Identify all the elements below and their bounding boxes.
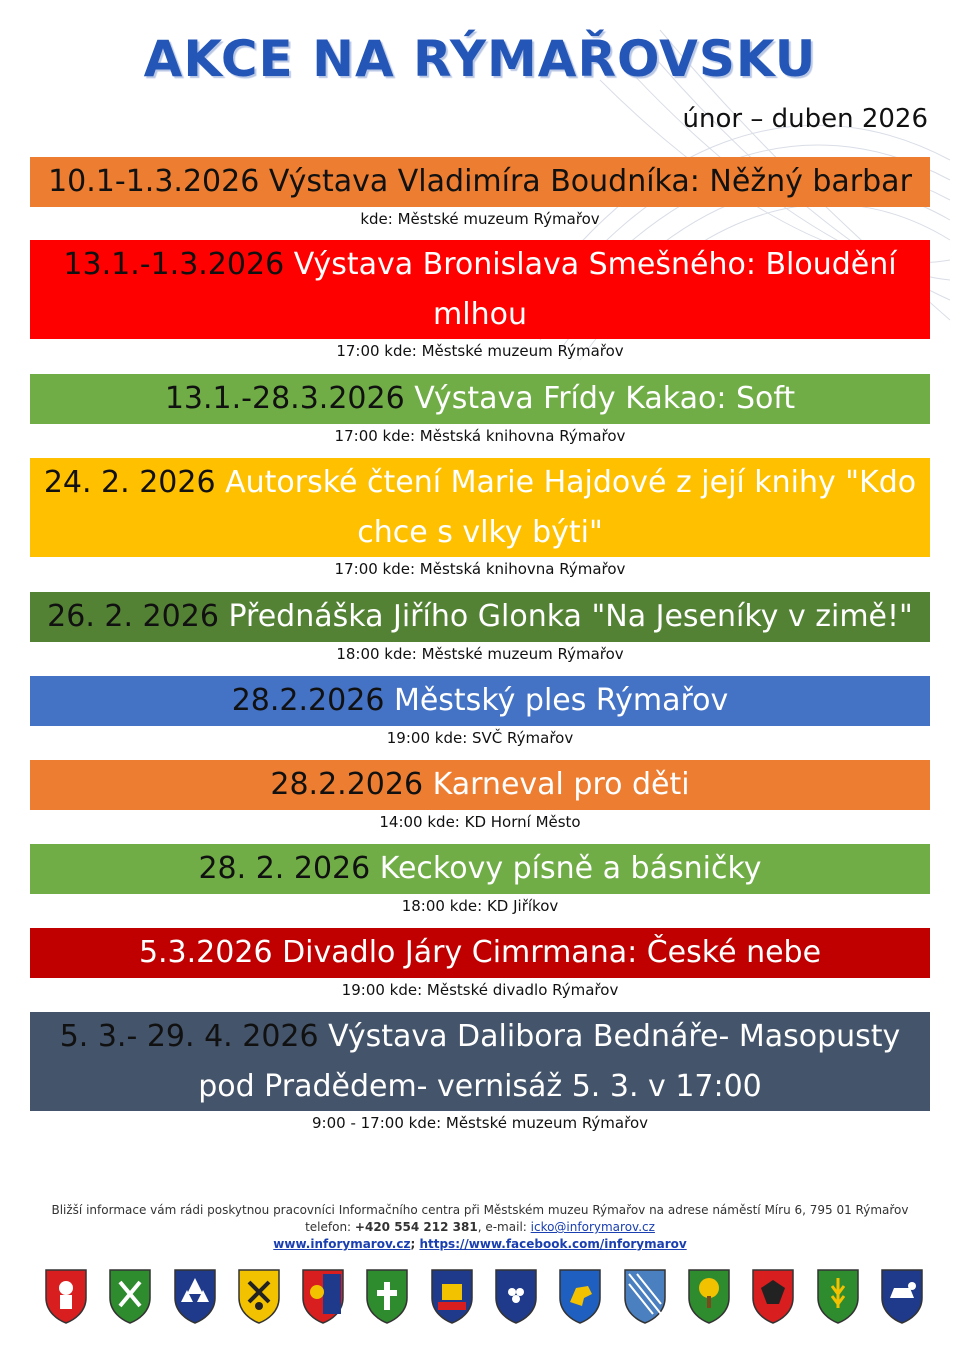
event-date: 28. 2. 2026 (198, 851, 371, 886)
event-location: 18:00 kde: KD Jiříkov (401, 897, 559, 915)
footer-info-line: Bližší informace vám rádi poskytnou pracovníci Informačního centra při Městském muzeu Rýmařov na adrese náměstí Míru 6, 795 01 Rýmařov (51, 1203, 909, 1217)
event-item (30, 240, 930, 373)
event-location: 17:00 kde: Městské muzeum Rýmařov (336, 342, 624, 360)
event-item (30, 157, 930, 241)
footer (0, 1202, 960, 1253)
event-bar (30, 592, 930, 642)
event-location: 18:00 kde: Městské muzeum Rýmařov (336, 645, 624, 663)
links-separator: ; (410, 1237, 420, 1251)
event-location: kde: Městské muzeum Rýmařov (360, 210, 600, 228)
event-title: Autorské čtení Marie Hajdové z její knihy "Kdo chce s vlky býti" (225, 465, 917, 550)
event-title: Výstava Vladimíra Boudníka: Něžný barbar (268, 164, 912, 199)
crest-wheat-icon (816, 1268, 860, 1324)
event-date: 5. 3.- 29. 4. 2026 (59, 1019, 319, 1054)
email-link[interactable]: icko@inforymarov.cz (530, 1220, 655, 1234)
event-bar (30, 928, 930, 978)
crest-fir-trees-icon (173, 1268, 217, 1324)
event-title: Keckovy písně a básničky (379, 851, 762, 886)
crest-diagonal-icon (623, 1268, 667, 1324)
event-bar (30, 1012, 930, 1111)
footer-contact-line (0, 1219, 960, 1236)
page-subtitle: únor – duben 2026 (682, 104, 928, 134)
email-prefix: , e-mail: (477, 1220, 531, 1234)
event-location: 14:00 kde: KD Horní Město (379, 813, 581, 831)
event-item (30, 1012, 930, 1145)
event-bar (30, 157, 930, 207)
crest-eagle-icon (751, 1268, 795, 1324)
event-bar (30, 760, 930, 810)
event-bar (30, 458, 930, 557)
event-title: Výstava Bronislava Smešného: Bloudění mlhou (293, 247, 897, 332)
event-bar (30, 374, 930, 424)
crest-cross-icon (365, 1268, 409, 1324)
event-date: 28.2.2026 (231, 683, 385, 718)
event-date: 24. 2. 2026 (43, 465, 216, 500)
event-item (30, 374, 930, 458)
crest-dog-icon (880, 1268, 924, 1324)
crest-knight-icon (301, 1268, 345, 1324)
page-title: AKCE NA RÝMAŘOVSKU (143, 30, 817, 88)
event-item (30, 760, 930, 844)
event-item (30, 592, 930, 676)
event-location: 19:00 kde: Městské divadlo Rýmařov (341, 981, 619, 999)
event-item (30, 676, 930, 760)
event-title: Městský ples Rýmařov (393, 683, 729, 718)
event-item (30, 844, 930, 928)
event-item (30, 458, 930, 591)
crest-mining-tools-icon (108, 1268, 152, 1324)
event-title: Přednáška Jiřího Glonka "Na Jeseníky v zimě!" (228, 599, 913, 634)
event-location: 17:00 kde: Městská knihovna Rýmařov (334, 560, 626, 578)
crest-hammers-icon (237, 1268, 281, 1324)
crest-grapes-icon (494, 1268, 538, 1324)
event-date: 26. 2. 2026 (47, 599, 219, 634)
event-bar (30, 844, 930, 894)
facebook-link[interactable]: https://www.facebook.com/inforymarov (419, 1237, 687, 1251)
event-location: 17:00 kde: Městská knihovna Rýmařov (334, 427, 626, 445)
event-date: 10.1-1.3.2026 (48, 164, 260, 199)
event-item (30, 928, 930, 1012)
crest-tree-icon (687, 1268, 731, 1324)
event-date: 13.1.-28.3.2026 (164, 381, 405, 416)
phone-prefix: telefon: (305, 1220, 355, 1234)
event-date: 28.2.2026 (270, 767, 424, 802)
event-location: 9:00 - 17:00 kde: Městské muzeum Rýmařov (312, 1114, 648, 1132)
municipal-crests (44, 1268, 924, 1328)
event-title: Výstava Dalibora Bednáře- Masopusty pod Pradědem- vernisáž 5. 3. v 17:00 (198, 1019, 901, 1104)
event-title: Karneval pro děti (432, 767, 690, 802)
event-bar (30, 676, 930, 726)
website-link[interactable]: www.inforymarov.cz (273, 1237, 411, 1251)
crest-saint-icon (44, 1268, 88, 1324)
event-date: 13.1.-1.3.2026 (63, 247, 285, 282)
event-location: 19:00 kde: SVČ Rýmařov (386, 729, 574, 747)
event-date: 5.3.2026 (138, 935, 273, 970)
event-bar (30, 240, 930, 339)
event-title: Výstava Frídy Kakao: Soft (414, 381, 796, 416)
crest-goat-icon (558, 1268, 602, 1324)
phone-number[interactable]: +420 554 212 381 (354, 1220, 478, 1234)
event-title: Divadlo Járy Cimrmana: České nebe (282, 935, 822, 970)
crest-castle-icon (430, 1268, 474, 1324)
footer-links-line (0, 1236, 960, 1253)
